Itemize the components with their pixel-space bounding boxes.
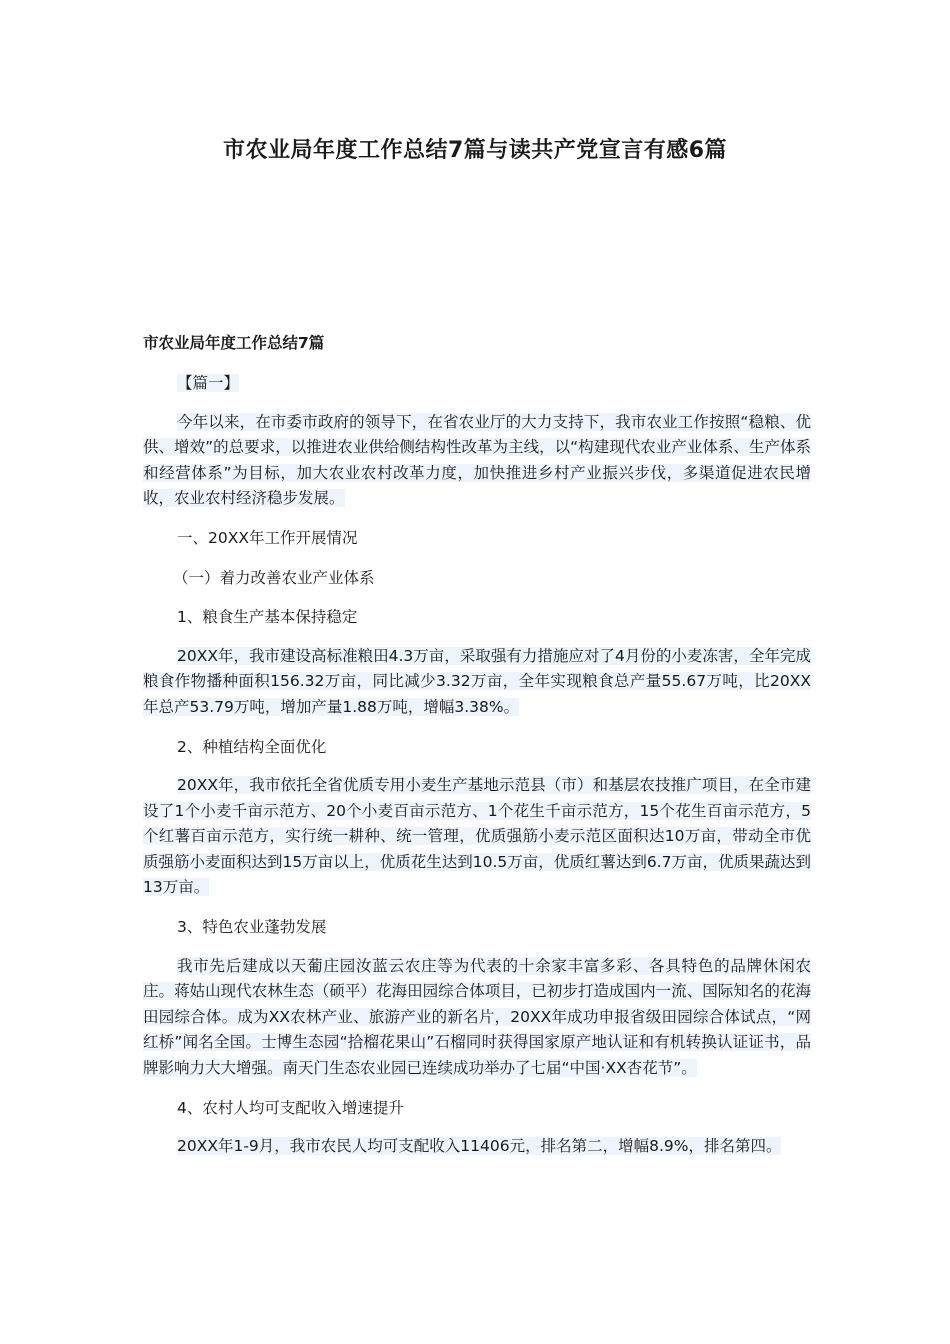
- heading-1: 一、20XX年工作开展情况: [177, 529, 358, 547]
- item-1-body: 20XX年，我市建设高标准粮田4.3万亩，采取强有力措施应对了4月份的小麦冻害，全年完成粮食作物播种面积156.32万亩，同比减少3.32万亩，全年实现粮食总产量55.67万吨，比20XX年总产53.79万吨，增加产量1.88万吨，增幅3.38%。: [143, 646, 811, 716]
- item-4-title: 4、农村人均可支配收入增速提升: [177, 1098, 404, 1117]
- item-3-body: 我市先后建成以天葡庄园汝蓝云农庄等为代表的十余家丰富多彩、各具特色的品牌休闲农庄。蒋姑山现代农林生态（硕平）花海田园综合体项目，已初步打造成国内一流、国际知名的花海田园综合体。成为XX农林产业、旅游产业的新名片，20XX年成功申报省级田园综合体试点，“网红桥”闻名全国。士博生态园“拾榴花果山”石榴同时获得国家原产地认证和有机转换认证证书，品牌影响力大大增强。南天门生态农业园已连续成功举办了七届“中国·XX杏花节”。: [143, 956, 811, 1077]
- section-title: 市农业局年度工作总结7篇: [143, 334, 325, 352]
- intro-paragraph: 今年以来，在市委市政府的领导下，在省农业厅的大力支持下，我市农业工作按照“稳粮、优供、增效”的总要求，以推进农业供给侧结构性改革为主线，以“构建现代农业产业体系、生产体系和经营体系”为目标，加大农业农村改革力度，加快推进乡村产业振兴步伐，多渠道促进农民增收，农业农村经济稳步发展。: [143, 412, 811, 507]
- heading-1-1: （一）着力改善农业产业体系: [173, 568, 375, 587]
- item-4-body: 20XX年1-9月，我市农民人均可支配收入11406元，排名第二，增幅8.9%，排名第四。: [177, 1137, 782, 1155]
- item-2-title: 2、种植结构全面优化: [177, 737, 327, 756]
- item-2-body: 20XX年，我市依托全省优质专用小麦生产基地示范县（市）和基层农技推广项目，在全市建设了1个小麦千亩示范方、20个小麦百亩示范方、1个花生千亩示范方，15个花生百亩示范方，5个红薯百亩示范方，实行统一耕种、统一管理，优质强筋小麦示范区面积达10万亩，带动全市优质强筋小麦面积达到15万亩以上，优质花生达到10.5万亩，优质红薯达到6.7万亩，优质果蔬达到13万亩。: [143, 776, 811, 896]
- item-3-title: 3、特色农业蓬勃发展: [177, 918, 327, 936]
- document-body: [143, 330, 811, 1173]
- document-title: 市农业局年度工作总结7篇与读共产党宣言有感6篇: [222, 138, 728, 163]
- part-label: 【篇一】: [177, 374, 240, 392]
- item-1-title: 1、粮食生产基本保持稳定: [177, 608, 358, 626]
